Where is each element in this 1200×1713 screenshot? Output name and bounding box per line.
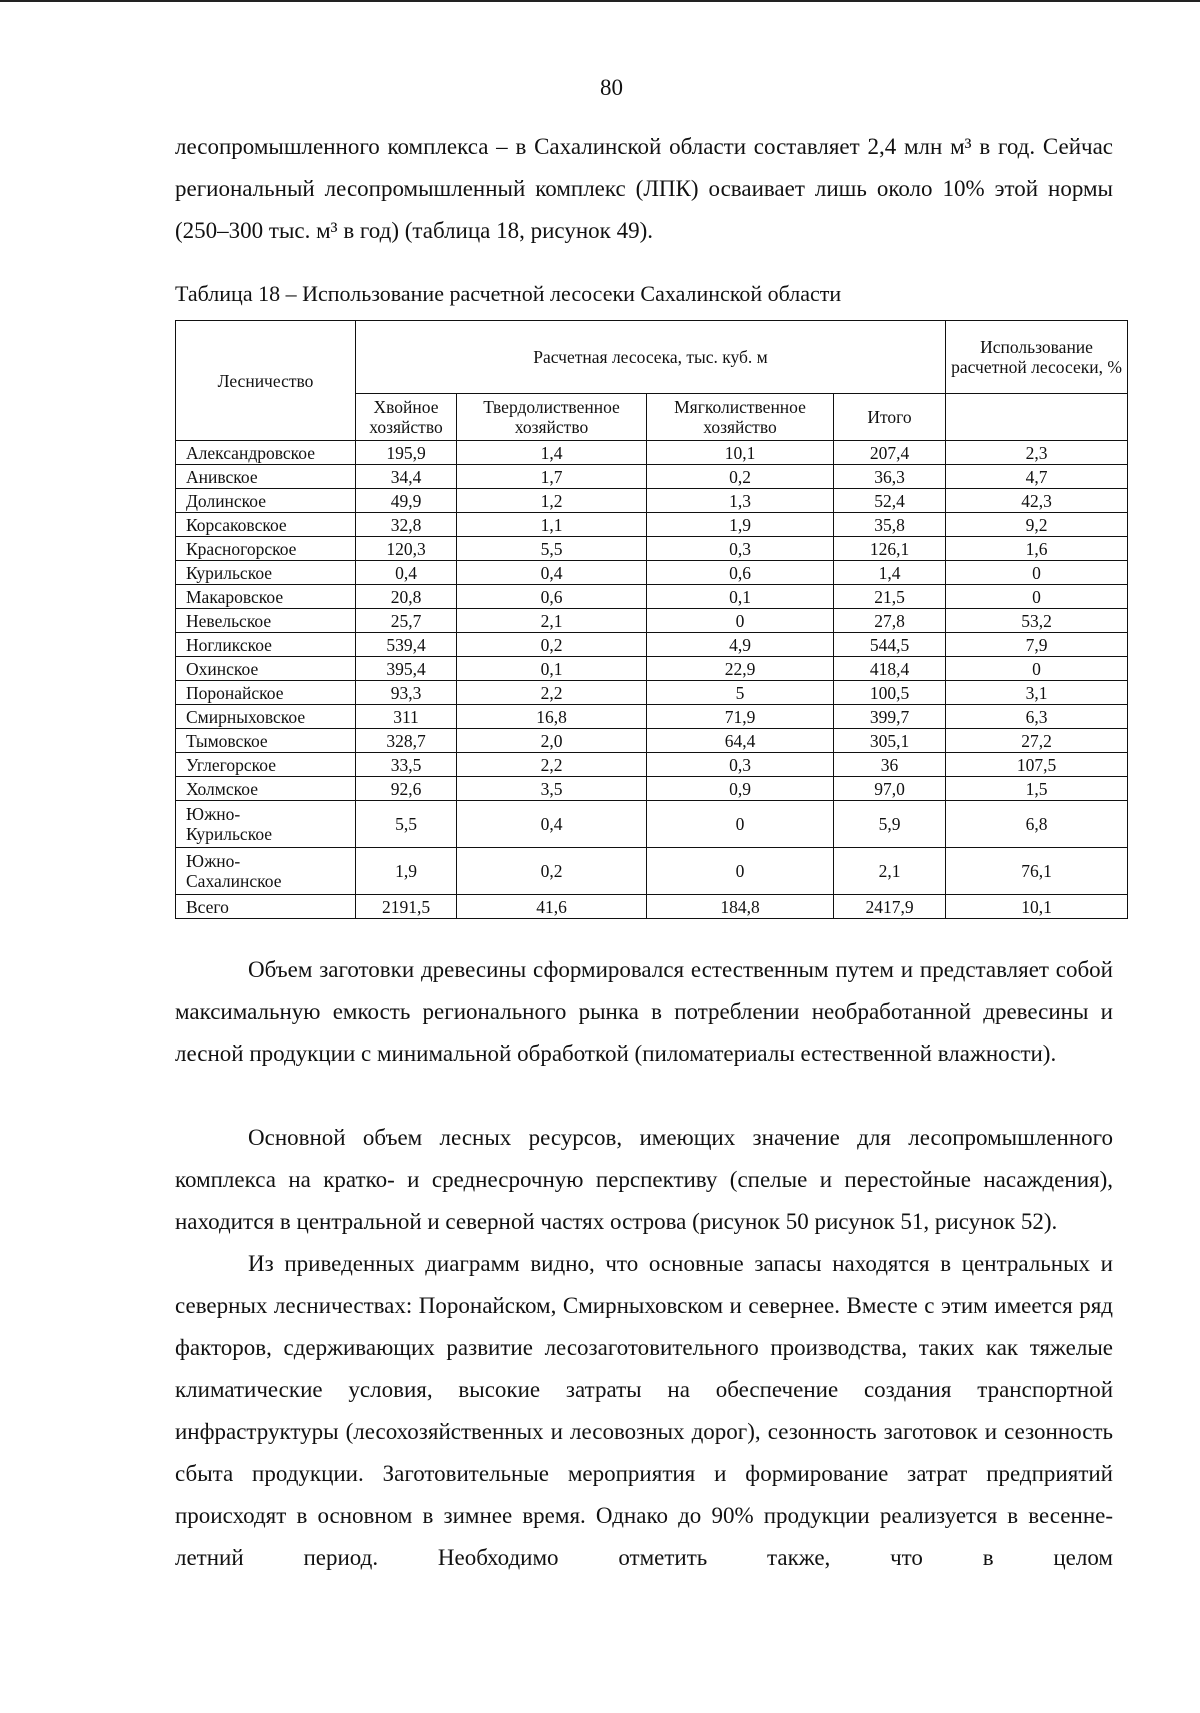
cell-hardwood: 2,2 (457, 753, 647, 777)
page-number: 80 (600, 75, 623, 100)
cell-hardwood: 0,6 (457, 585, 647, 609)
cell-total: 1,4 (834, 561, 946, 585)
cell-name-line-1: Южно- (186, 851, 241, 871)
cell-name: Углегорское (176, 753, 356, 777)
cell-coniferous: 32,8 (356, 513, 457, 537)
table-row (176, 848, 1128, 895)
forest-cut-table (175, 320, 1128, 919)
cell-hardwood: 2,2 (457, 681, 647, 705)
cell-usage: 42,3 (946, 489, 1128, 513)
cell-name: Поронайское (176, 681, 356, 705)
cell-hardwood: 0,2 (457, 633, 647, 657)
cell-name (176, 801, 356, 848)
cell-total: 52,4 (834, 489, 946, 513)
header-hardwood: Твердолиственное хозяйство (457, 394, 647, 441)
cell-softwood: 0 (647, 801, 834, 848)
cell-hardwood: 1,1 (457, 513, 647, 537)
cell-coniferous: 2191,5 (356, 895, 457, 919)
cell-hardwood: 0,4 (457, 561, 647, 585)
cell-total: 36 (834, 753, 946, 777)
intro-paragraph: лесопромышленного комплекса – в Сахалинской области составляет 2,4 млн м³ в год. Сейчас региональный лесопромышленный комплекс (ЛПК) осваивает лишь около 10% этой нормы (250–300 тыс. м³ в год) (таблица 18, рисунок 49). (175, 134, 1113, 243)
cell-name (176, 848, 356, 895)
cell-hardwood: 2,1 (457, 609, 647, 633)
cell-name: Александровское (176, 441, 356, 465)
table-row (176, 633, 1128, 657)
cell-softwood: 1,3 (647, 489, 834, 513)
cell-softwood: 4,9 (647, 633, 834, 657)
cell-total: 418,4 (834, 657, 946, 681)
cell-usage: 2,3 (946, 441, 1128, 465)
cell-total: 305,1 (834, 729, 946, 753)
cell-coniferous: 0,4 (356, 561, 457, 585)
body-paragraph-1: Объем заготовки древесины сформировался естественным путем и представляет собой максимальную емкость регионального рынка в потреблении необработанной древесины и лесной продукции с минимальной обработкой (пиломатериалы естественной влажности). (175, 957, 1113, 1066)
cell-coniferous: 25,7 (356, 609, 457, 633)
cell-softwood: 1,9 (647, 513, 834, 537)
cell-softwood: 0 (647, 609, 834, 633)
cell-softwood: 5 (647, 681, 834, 705)
header-usage-empty (946, 394, 1128, 441)
cell-total: 2,1 (834, 848, 946, 895)
table-row (176, 489, 1128, 513)
cell-usage: 9,2 (946, 513, 1128, 537)
header-forestry: Лесничество (176, 321, 356, 441)
cell-softwood: 71,9 (647, 705, 834, 729)
cell-usage: 3,1 (946, 681, 1128, 705)
cell-hardwood: 41,6 (457, 895, 647, 919)
cell-softwood: 0,3 (647, 753, 834, 777)
cell-total: 36,3 (834, 465, 946, 489)
cell-coniferous: 120,3 (356, 537, 457, 561)
body-paragraph-2: Основной объем лесных ресурсов, имеющих значение для лесопромышленного комплекса на кратко- и среднесрочную перспективу (спелые и перестойные насаждения), находится в центральной и северной частях острова (рисунок 50 рисунок 51, рисунок 52). (175, 1125, 1113, 1234)
cell-usage: 6,8 (946, 801, 1128, 848)
table-row (176, 585, 1128, 609)
cell-softwood: 0,6 (647, 561, 834, 585)
cell-hardwood: 3,5 (457, 777, 647, 801)
cell-name: Тымовское (176, 729, 356, 753)
cell-total: 27,8 (834, 609, 946, 633)
table-row (176, 465, 1128, 489)
header-total: Итого (834, 394, 946, 441)
cell-usage: 7,9 (946, 633, 1128, 657)
table-row (176, 537, 1128, 561)
cell-coniferous: 93,3 (356, 681, 457, 705)
cell-name: Красногорское (176, 537, 356, 561)
cell-coniferous: 20,8 (356, 585, 457, 609)
cell-usage: 76,1 (946, 848, 1128, 895)
cell-softwood: 22,9 (647, 657, 834, 681)
cell-total: 544,5 (834, 633, 946, 657)
cell-usage: 27,2 (946, 729, 1128, 753)
cell-usage: 1,6 (946, 537, 1128, 561)
cell-usage: 0 (946, 561, 1128, 585)
cell-coniferous: 195,9 (356, 441, 457, 465)
cell-total: 5,9 (834, 801, 946, 848)
cell-coniferous: 328,7 (356, 729, 457, 753)
cell-hardwood: 0,2 (457, 848, 647, 895)
cell-softwood: 10,1 (647, 441, 834, 465)
cell-hardwood: 0,1 (457, 657, 647, 681)
top-border-line (0, 0, 1200, 2)
cell-hardwood: 2,0 (457, 729, 647, 753)
cell-usage: 53,2 (946, 609, 1128, 633)
table-row (176, 729, 1128, 753)
cell-usage: 6,3 (946, 705, 1128, 729)
cell-total: 126,1 (834, 537, 946, 561)
cell-total: 2417,9 (834, 895, 946, 919)
cell-name: Смирныховское (176, 705, 356, 729)
cell-softwood: 64,4 (647, 729, 834, 753)
header-usage: Использование расчетной лесосеки, % (946, 321, 1128, 394)
cell-usage: 0 (946, 657, 1128, 681)
cell-coniferous: 311 (356, 705, 457, 729)
table-row (176, 753, 1128, 777)
cell-name: Макаровское (176, 585, 356, 609)
header-calculated-cut: Расчетная лесосека, тыс. куб. м (356, 321, 946, 394)
cell-coniferous: 5,5 (356, 801, 457, 848)
cell-coniferous: 395,4 (356, 657, 457, 681)
cell-total: 207,4 (834, 441, 946, 465)
header-coniferous: Хвойное хозяйство (356, 394, 457, 441)
cell-softwood: 0,1 (647, 585, 834, 609)
cell-hardwood: 1,4 (457, 441, 647, 465)
cell-hardwood: 5,5 (457, 537, 647, 561)
cell-total: 97,0 (834, 777, 946, 801)
cell-usage: 107,5 (946, 753, 1128, 777)
cell-name-line-2: Сахалинское (186, 871, 282, 891)
cell-softwood: 0,2 (647, 465, 834, 489)
cell-hardwood: 0,4 (457, 801, 647, 848)
cell-total: 399,7 (834, 705, 946, 729)
cell-hardwood: 1,7 (457, 465, 647, 489)
cell-usage: 4,7 (946, 465, 1128, 489)
cell-hardwood: 1,2 (457, 489, 647, 513)
cell-usage: 0 (946, 585, 1128, 609)
table-row-total (176, 895, 1128, 919)
cell-name: Всего (176, 895, 356, 919)
cell-coniferous: 33,5 (356, 753, 457, 777)
table-row (176, 561, 1128, 585)
cell-coniferous: 539,4 (356, 633, 457, 657)
cell-name: Холмское (176, 777, 356, 801)
cell-softwood: 0,3 (647, 537, 834, 561)
cell-hardwood: 16,8 (457, 705, 647, 729)
cell-name: Охинское (176, 657, 356, 681)
cell-coniferous: 34,4 (356, 465, 457, 489)
cell-softwood: 184,8 (647, 895, 834, 919)
cell-coniferous: 1,9 (356, 848, 457, 895)
cell-name: Долинское (176, 489, 356, 513)
table-row (176, 657, 1128, 681)
cell-usage: 1,5 (946, 777, 1128, 801)
cell-name-line-1: Южно- (186, 804, 241, 824)
cell-softwood: 0 (647, 848, 834, 895)
cell-name: Невельское (176, 609, 356, 633)
body-paragraph-3: Из приведенных диаграмм видно, что основные запасы находятся в центральных и северных лесничествах: Поронайском, Смирныховском и севернее. Вместе с этим имеется ряд факторов, сдерживающих развитие лесозаготовительного производства, таких как тяжелые климатические условия, высокие затраты на обеспечение создания транспортной инфраструктуры (лесохозяйственных и лесовозных дорог), сезонность заготовок и сезонность сбыта продукции. Заготовительные мероприятия и формирование затрат предприятий происходят в основном в зимнее время. Однако до 90% продукции реализуется в весенне-летний период. Необходимо отметить также, что в целом (175, 1251, 1113, 1570)
cell-coniferous: 49,9 (356, 489, 457, 513)
cell-total: 21,5 (834, 585, 946, 609)
cell-usage: 10,1 (946, 895, 1128, 919)
table-row (176, 513, 1128, 537)
table-row (176, 777, 1128, 801)
cell-total: 35,8 (834, 513, 946, 537)
cell-name: Анивское (176, 465, 356, 489)
cell-name: Ногликское (176, 633, 356, 657)
cell-name: Курильское (176, 561, 356, 585)
cell-softwood: 0,9 (647, 777, 834, 801)
table-caption: Таблица 18 – Использование расчетной лесосеки Сахалинской области (175, 281, 842, 306)
header-softwood: Мягколиственное хозяйство (647, 394, 834, 441)
table-row (176, 441, 1128, 465)
cell-name-line-2: Курильское (186, 824, 273, 844)
table-row (176, 801, 1128, 848)
table-row (176, 609, 1128, 633)
cell-total: 100,5 (834, 681, 946, 705)
table-row (176, 681, 1128, 705)
table-row (176, 705, 1128, 729)
cell-coniferous: 92,6 (356, 777, 457, 801)
cell-name: Корсаковское (176, 513, 356, 537)
table-header-row-1 (176, 321, 1128, 394)
